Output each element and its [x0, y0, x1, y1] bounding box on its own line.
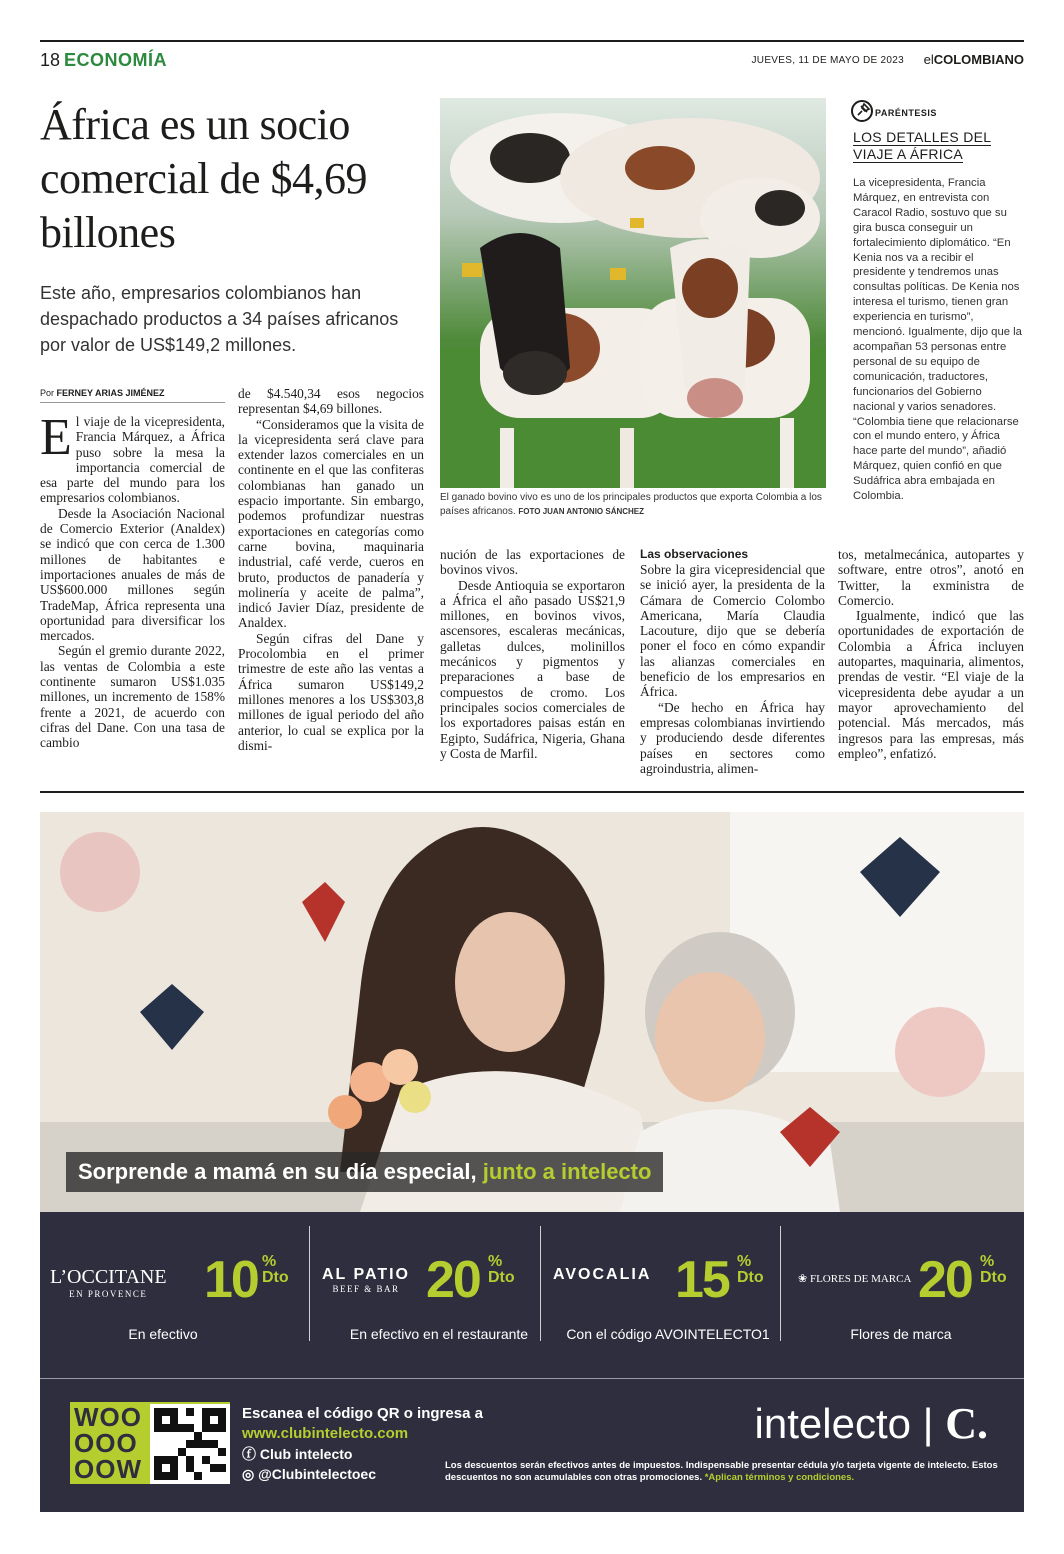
page-number: 18	[40, 50, 61, 70]
advertisement[interactable]	[40, 812, 1024, 1512]
sidebar-title	[853, 129, 1023, 163]
discount-suffix-bottom: Dto	[262, 1269, 289, 1286]
discount-suffix	[737, 1254, 764, 1286]
byline	[40, 388, 165, 398]
banner-text: Sorprende a mamá en su día especial,	[78, 1159, 477, 1184]
cattle-photo	[440, 98, 826, 488]
brandmark-text: intelecto	[754, 1400, 911, 1447]
brand-name: L’OCCITANE	[50, 1266, 167, 1288]
offer-label: En efectivo	[128, 1326, 198, 1342]
offer-al-patio[interactable]	[316, 1226, 562, 1356]
article-paragraph: Desde la Asociación Nacional de Comercio Exterior (Analdex) se indicó que con cerca de 1.300 millones de habitantes e importaciones anuales de más de US$600.000 millones según TradeMap, África representa una oportunidad para diversificar los mercados.	[40, 505, 225, 644]
offer-divider	[309, 1226, 310, 1341]
cattle-photo-illustration	[440, 98, 826, 488]
offers-panel	[40, 1212, 1024, 1512]
byline-rule	[40, 402, 225, 403]
article-column-4	[640, 547, 825, 776]
article-paragraph: “De hecho en África hay empresas colombianas invirtiendo y produciendo desde diferentes países en sectores como agroindustria, alimen-	[640, 699, 825, 776]
offer-flores-de-marca[interactable]	[778, 1226, 1024, 1356]
brand-name: FLORES DE MARCA	[809, 1273, 912, 1285]
article-paragraph: “Consideramos que la visita de la vicepresidenta será clave para extender lazos comerciales en un continente en el que las confiteras colombianas han ganado un espacio importante. Sin embargo, podemos profundizar nuestras exportaciones en categorías como carne bovina, maquinaria industrial, café verde, cueros en bruto, productos de panadería y molinería y aceite de palma”, indicó Javier Díaz, presidente de Analdex.	[238, 416, 424, 631]
article-paragraph: Desde Antioquia se exportaron a África el año pasado US$21,9 millones, en bovinos vivos, ascensores, escaleras mecánicas, galletas dulces, molinillos mecánicos y pigmentos y preparaciones a base de compuestos de cromo. Los principales socios comerciales de los exportadores paisas están en Egipto, Sudáfrica, Nigeria, Ghana y Costa de Marfil.	[440, 577, 625, 761]
masthead[interactable]	[924, 52, 1024, 67]
pin-icon	[851, 100, 873, 122]
ad-banner	[66, 1152, 663, 1192]
subhead: Este año, empresarios colombianos han despachado productos a 34 países africanos por valor de US$149,2 millones.	[40, 283, 399, 355]
byline-author: FERNEY ARIAS JIMÉNEZ	[56, 388, 165, 398]
article-paragraph: Según el gremio durante 2022, las ventas de Colombia a este continente sumaron US$1.035 millones, un incremento de 158% frente a 2021, de acuerdo con cifras del Dane. Con una tasa de cambio	[40, 643, 225, 751]
ad-separator-rule	[40, 791, 1024, 793]
photo-caption	[440, 491, 826, 519]
discount-suffix-top: %	[262, 1253, 277, 1270]
offer-avocalia[interactable]	[545, 1226, 791, 1356]
brand-sub: BEEF & BAR	[332, 1284, 400, 1294]
offer-loccitane[interactable]	[40, 1226, 289, 1356]
offer-label: Con el código AVOINTELECTO1	[566, 1326, 770, 1342]
article-paragraph: Sobre la gira vicepresidencial que se inició ayer, la presidenta de la Cámara de Comercio Colombo Americana, María Claudia Lacouture, dijo que se debería poner el foco en cómo expandir las alianzas comerciales en beneficio de los empresarios en África.	[640, 562, 825, 700]
offers-row	[40, 1212, 1024, 1372]
article-column-1	[40, 409, 225, 751]
instagram-handle: @Clubintelectoec	[258, 1466, 377, 1482]
discount-percent: 20	[918, 1251, 972, 1309]
caption-text: El ganado bovino vivo es uno de los principales productos que exporta Colombia a los países africanos.	[440, 492, 822, 517]
sidebar-title-line: LOS DETALLES DEL	[853, 129, 992, 145]
qr-code[interactable]	[150, 1404, 230, 1484]
instagram-icon: ◎	[242, 1466, 255, 1482]
article-paragraph: nución de las exportaciones de bovinos vivos.	[440, 547, 625, 578]
discount-suffix-bottom: Dto	[737, 1269, 764, 1286]
sidebar-title-line: VIAJE A ÁFRICA	[853, 146, 964, 162]
issue-date: JUEVES, 11 DE MAYO DE 2023	[751, 55, 904, 66]
byline-prefix: Por	[40, 388, 55, 398]
discount-suffix-top: %	[980, 1253, 995, 1270]
brand-name: AL PATIO	[322, 1266, 410, 1283]
brand-sub: EN PROVENCE	[69, 1289, 148, 1299]
discount-percent: 20	[426, 1251, 480, 1309]
cta-url[interactable]: www.clubintelecto.com	[242, 1425, 409, 1442]
banner-highlight: junto a intelecto	[482, 1159, 652, 1184]
disclaimer	[445, 1460, 1005, 1484]
headline: África es un socio comercial de $4,69 billones	[40, 100, 367, 257]
article-column-2	[238, 386, 424, 753]
section-label[interactable]: ECONOMÍA	[64, 50, 167, 70]
brand-name: AVOCALIA	[553, 1266, 652, 1283]
photo-credit: FOTO JUAN ANTONIO SÁNCHEZ	[518, 507, 645, 516]
offer-divider	[540, 1226, 541, 1341]
panel-divider	[40, 1378, 1024, 1379]
discount-suffix	[488, 1254, 515, 1286]
sidebar-kicker: PARÉNTESIS	[875, 108, 937, 118]
offer-label: En efectivo en el restaurante	[349, 1326, 529, 1342]
subsection-heading: Las observaciones	[640, 547, 749, 561]
article-paragraph: Según cifras del Dane y Procolombia en el primer trimestre de este año las ventas a África sumaron US$149,2 millones menores a los US$303,8 millones de igual periodo del año anterior, lo cual se explica por la dismi-	[238, 630, 424, 753]
discount-suffix-bottom: Dto	[488, 1269, 515, 1286]
discount-suffix-top: %	[737, 1253, 752, 1270]
article-paragraph: Igualmente, indicó que las oportunidades de exportación de Colombia a África incluyen autopartes, maquinaria, alimentos, prendas de vestir. “El viaje de la vicepresidenta debe ayudar a un mayor aprovechamiento del potencial. Más mercados, más ingresos para las empresas, más empleo”, enfatizó.	[838, 608, 1024, 761]
discount-suffix	[262, 1254, 289, 1286]
flower-icon: ❀	[798, 1273, 808, 1285]
brandmark-c: C.	[945, 1399, 988, 1448]
brand-logo	[50, 1266, 167, 1299]
cta-line: Escanea el código QR o ingresa a	[242, 1405, 483, 1422]
drop-cap: E	[40, 409, 72, 466]
page-header	[40, 50, 1024, 72]
intelecto-logo[interactable]: intelecto | C.	[754, 1399, 988, 1448]
brand-logo	[798, 1272, 911, 1285]
offer-label: Flores de marca	[850, 1326, 952, 1342]
top-rule	[40, 40, 1024, 42]
discount-percent: 15	[675, 1251, 729, 1309]
brand-logo	[322, 1266, 410, 1294]
masthead-name: COLOMBIANO	[933, 52, 1024, 67]
facebook-icon: ⓕ	[242, 1446, 256, 1462]
article-paragraph	[40, 409, 225, 506]
article-column-5	[838, 547, 1024, 761]
discount-suffix	[980, 1254, 1007, 1286]
qr-code-pattern	[154, 1408, 226, 1480]
sidebar-body: La vicepresidenta, Francia Márquez, en entrevista con Caracol Radio, sostuvo que su gira busca conseguir un fortalecimiento diplomático. “En Kenia nos va a recibir el presidente y tendremos unas consultas políticas. De Kenia nos interesa el turismo, tienen gran experiencia en turismo”, mencionó. Igualmente, dijo que la acompañan 53 personas entre personal de su equipo de comunicación, traductores, funcionarios del Gobierno nacional y varios senadores. “Colombia tiene que relacionarse con el mundo entero, y África hace parte del mundo”, añadió Márquez, quien confió en que Sudáfrica abra embajada en Colombia.	[853, 177, 1022, 503]
article-paragraph: tos, metalmecánica, autopartes y software, entre otros”, anotó en Twitter, la exministra de Comercio.	[838, 547, 1024, 608]
disclaimer-highlight: *Aplican términos y condiciones.	[704, 1472, 855, 1483]
discount-percent: 10	[204, 1251, 258, 1309]
brand-logo	[553, 1266, 651, 1284]
discount-suffix-bottom: Dto	[980, 1269, 1007, 1286]
article-paragraph: de $4.540,34 esos negocios representan $4,69 billones.	[238, 386, 424, 417]
facebook-handle: Club intelecto	[259, 1446, 353, 1462]
discount-suffix-top: %	[488, 1253, 503, 1270]
article-column-3	[440, 547, 625, 761]
woo-text: WOO OOO OOW	[74, 1402, 142, 1484]
paragraph-text: l viaje de la vicepresidenta, Francia Márquez, a África puso sobre la mesa la importancia comercial de esa parte del mundo para los empresarios colombianos.	[40, 414, 225, 506]
masthead-prefix: el	[923, 52, 934, 67]
disclaimer-text: Los descuentos serán efectivos antes de impuestos. Indispensable presentar cédula y/o tarjeta vigente de intelecto. Estos descuentos no son acumulables con otras promociones.	[445, 1460, 998, 1483]
